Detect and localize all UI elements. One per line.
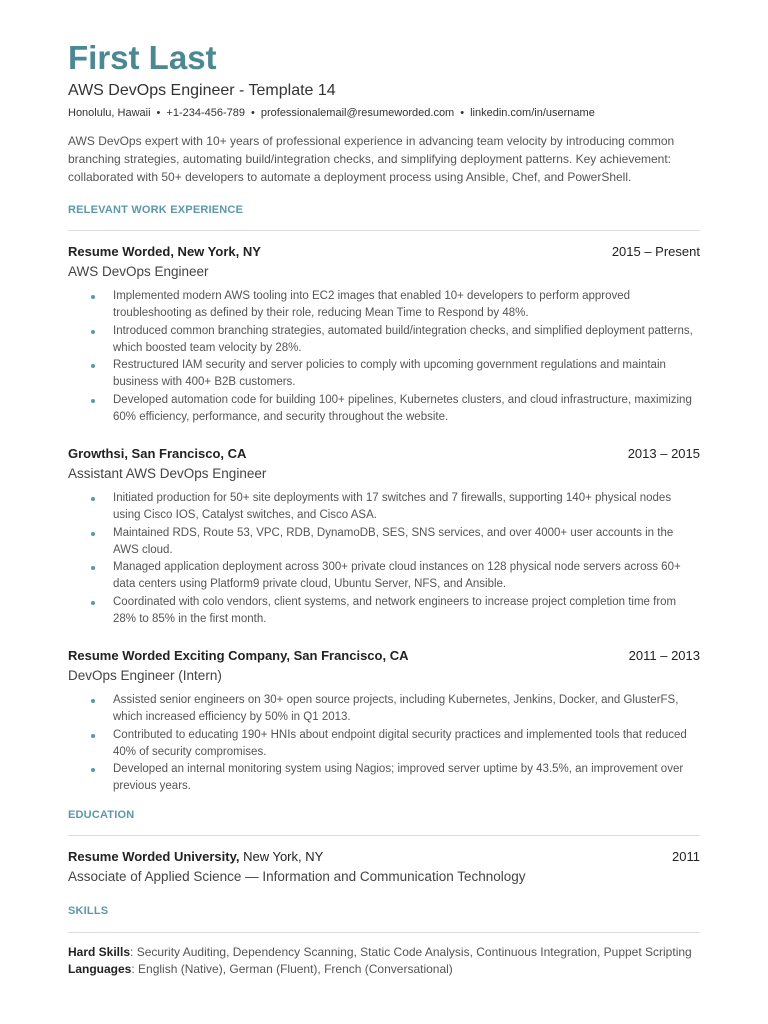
- languages-value: : English (Native), German (Fluent), French (Conversational): [131, 962, 453, 976]
- job-company: Growthsi, San Francisco, CA: [68, 446, 247, 461]
- skills-block: [68, 944, 700, 978]
- job-entry: [68, 647, 700, 796]
- contact-line: [68, 105, 595, 121]
- education-school: Resume Worded University,: [68, 849, 240, 864]
- contact-separator: •: [156, 107, 161, 119]
- list-item: Assisted senior engineers on 30+ open source projects, including Kubernetes, Jenkins, Docker, and GlusterFS, which increased efficiency by 50% in Q1 2013.: [113, 692, 700, 727]
- education-degree: Associate of Applied Science — Information and Communication Technology: [68, 869, 526, 884]
- list-item: Implemented modern AWS tooling into EC2 images that enabled 10+ developers to perform approved troubleshooting as defined by their role, reducing Mean Time to Respond by 48%.: [113, 288, 700, 323]
- contact-email[interactable]: professionalemail@resumeworded.com: [260, 107, 455, 119]
- education-year: 2011: [672, 849, 700, 864]
- job-dates: 2011 – 2013: [628, 648, 700, 663]
- job-header: [68, 445, 700, 463]
- education-school-line: [68, 848, 323, 866]
- list-item: Developed an internal monitoring system using Nagios; improved server uptime by 43.5%, an improvement over previous years.: [113, 761, 700, 796]
- job-role: Assistant AWS DevOps Engineer: [68, 466, 267, 481]
- education-entry: [68, 848, 700, 887]
- languages-line: [68, 961, 700, 978]
- list-item: Coordinated with colo vendors, client systems, and network engineers to increase project completion time from 28% to 85% in the first month.: [113, 594, 700, 629]
- job-company: Resume Worded, New York, NY: [68, 244, 261, 259]
- education-header: [68, 848, 700, 866]
- list-item: Developed automation code for building 100+ pipelines, Kubernetes clusters, and cloud infrastructure, maximizing 60% efficiency, performance, and security throughout the website.: [113, 392, 700, 427]
- hard-skills-label: Hard Skills: [68, 945, 131, 959]
- job-bullets: [68, 692, 700, 796]
- resume-subtitle: AWS DevOps Engineer - Template 14: [68, 82, 336, 99]
- education-location: New York, NY: [239, 849, 324, 864]
- list-item: Maintained RDS, Route 53, VPC, RDB, DynamoDB, SES, SNS services, and over 4000+ user accounts in the AWS cloud.: [113, 525, 700, 560]
- job-bullets: [68, 288, 700, 426]
- list-item: Initiated production for 50+ site deployments with 17 switches and 7 firewalls, supporting 140+ physical nodes using Cisco IOS, Catalyst switches, and Cisco ASA.: [113, 490, 700, 525]
- job-dates: 2015 – Present: [611, 244, 700, 259]
- section-divider: [68, 932, 700, 933]
- job-header: [68, 243, 700, 261]
- professional-summary: AWS DevOps expert with 10+ years of professional experience in advancing team velocity by introducing common branching strategies, automating build/integration checks, and simplifying deployment patterns. Key achievement: collaborated with 50+ developers to automate a deployment process using Ansible, Chef, and PowerShell.: [68, 134, 675, 184]
- job-entry: [68, 445, 700, 628]
- section-title-experience: RELEVANT WORK EXPERIENCE: [68, 204, 244, 216]
- job-dates: 2013 – 2015: [627, 446, 700, 461]
- list-item: Restructured IAM security and server policies to comply with upcoming government regulations and maintain business with 400+ B2B customers.: [113, 357, 700, 392]
- list-item: Introduced common branching strategies, automated build/integration checks, and simplified deployment patterns, which boosted team velocity by 28%.: [113, 323, 700, 358]
- contact-separator: •: [460, 107, 465, 119]
- contact-linkedin[interactable]: linkedin.com/in/username: [470, 107, 595, 119]
- section-divider: [68, 230, 700, 231]
- contact-location: Honolulu, Hawaii: [68, 107, 151, 119]
- list-item: Contributed to educating 190+ HNIs about endpoint digital security practices and implemented tools that reduced 40% of security compromises.: [113, 727, 700, 762]
- candidate-name: First Last: [68, 39, 217, 76]
- job-company: Resume Worded Exciting Company, San Francisco, CA: [68, 648, 409, 663]
- hard-skills-line: [68, 944, 700, 961]
- job-role: DevOps Engineer (Intern): [68, 668, 222, 683]
- languages-label: Languages: [68, 962, 132, 976]
- job-entry: [68, 243, 700, 426]
- job-bullets: [68, 490, 700, 628]
- contact-separator: •: [251, 107, 255, 119]
- section-title-education: EDUCATION: [68, 809, 135, 821]
- job-header: [68, 647, 700, 665]
- hard-skills-value: : Security Auditing, Dependency Scanning, Static Code Analysis, Continuous Integration, Puppet Scripting: [130, 945, 692, 959]
- job-role: AWS DevOps Engineer: [68, 264, 209, 279]
- contact-phone: +1-234-456-789: [166, 107, 245, 119]
- section-divider: [68, 835, 700, 836]
- list-item: Managed application deployment across 300+ private cloud instances on 128 physical node servers across 60+ data centers using Platform9 private cloud, Ubuntu Server, NFS, and Ansible.: [113, 559, 700, 594]
- section-title-skills: SKILLS: [68, 905, 109, 917]
